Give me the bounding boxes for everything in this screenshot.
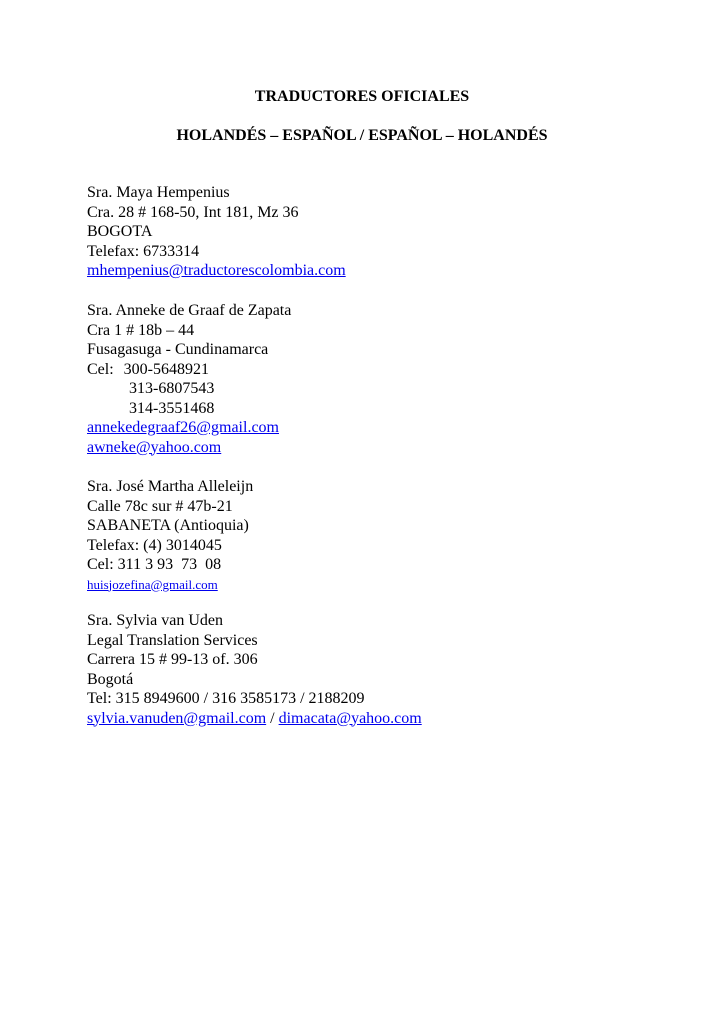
translator-name: Sra. Anneke de Graaf de Zapata [87, 302, 292, 319]
translator-city: Bogotá [87, 670, 134, 688]
translator-email-link[interactable]: annekedegraaf26@gmail.com [87, 419, 279, 436]
translator-company: Legal Translation Services [87, 631, 258, 649]
translator-phone: Tel: 315 8949600 / 316 3585173 / 2188209 [87, 690, 365, 707]
translator-phone: 313-6807543 [129, 380, 215, 397]
translator-address: Calle 78c sur # 47b-21 [87, 497, 233, 515]
email-separator: / [266, 709, 279, 727]
translator-name: Sra. Sylvia van Uden [87, 612, 223, 629]
translator-email-link[interactable]: sylvia.vanuden@gmail.com [87, 709, 267, 727]
translator-email-link[interactable]: huisjozefina@gmail.com [87, 576, 218, 592]
translator-phone: 314-3551468 [129, 399, 215, 417]
translator-entry-anneke-de-graaf [87, 301, 291, 457]
translator-entry-jose-martha-alleleijn [87, 477, 253, 594]
translator-phone-row [87, 360, 291, 380]
document-subtitle: HOLANDÉS – ESPAÑOL / ESPAÑOL – HOLANDÉS [176, 127, 548, 144]
phone-label: Cel: [87, 360, 114, 378]
translator-city: Fusagasuga - Cundinamarca [87, 341, 269, 358]
translator-email-link[interactable]: mhempenius@traductorescolombia.com [87, 262, 346, 279]
translator-entry-maya-hempenius [87, 183, 346, 281]
translator-phone: Telefax: 6733314 [87, 242, 200, 260]
translator-name: Sra. Maya Hempenius [87, 184, 230, 201]
translator-city: SABANETA (Antioquia) [87, 517, 249, 534]
translator-name: Sra. José Martha Alleleijn [87, 478, 254, 495]
translator-phone: Telefax: (4) 3014045 [87, 536, 222, 554]
translator-email-link[interactable]: awneke@yahoo.com [87, 438, 222, 456]
translator-phone: 300-5648921 [123, 360, 209, 378]
translator-city: BOGOTA [87, 223, 153, 240]
translator-address: Carrera 15 # 99-13 of. 306 [87, 651, 258, 668]
translator-address: Cra. 28 # 168-50, Int 181, Mz 36 [87, 203, 299, 221]
translator-address: Cra 1 # 18b – 44 [87, 321, 195, 339]
translator-mobile: Cel: 311 3 93 73 08 [87, 556, 222, 573]
document-title: TRADUCTORES OFICIALES [254, 88, 470, 105]
translator-email-link[interactable]: dimacata@yahoo.com [278, 709, 422, 727]
translator-entry-sylvia-van-uden [87, 611, 422, 728]
